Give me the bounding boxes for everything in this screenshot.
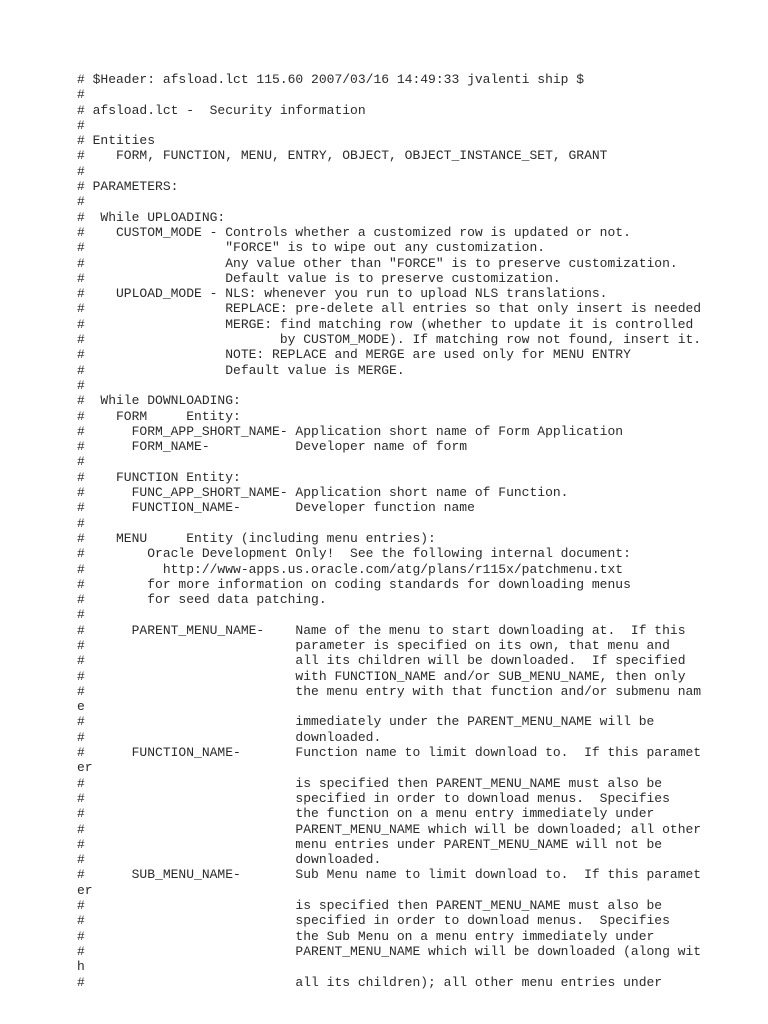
text-line: # [77,377,85,393]
text-line: # all its children); all other menu entries under [77,974,663,990]
text-line: # immediately under the PARENT_MENU_NAME will be [77,714,655,730]
text-line: # the Sub Menu on a menu entry immediately under [77,928,655,944]
text-line: # FORM, FUNCTION, MENU, ENTRY, OBJECT, OBJECT_INSTANCE_SET, GRANT [77,148,608,164]
text-line: # FORM_APP_SHORT_NAME- Application short name of Form Application [77,423,624,439]
text-line: # [77,163,85,179]
text-line: # Oracle Development Only! See the following internal document: [77,546,631,562]
text-line: # by CUSTOM_MODE). If matching row not found, insert it. [77,332,702,348]
text-line: # the function on a menu entry immediately under [77,806,655,822]
document-text [77,72,701,990]
text-line: # menu entries under PARENT_MENU_NAME will not be [77,836,663,852]
text-line: # is specified then PARENT_MENU_NAME must also be [77,898,663,914]
text-line: # Default value is MERGE. [77,362,405,378]
text-line: # with FUNCTION_NAME and/or SUB_MENU_NAME, then only [77,668,686,684]
text-line: er [77,882,93,898]
text-line: # FUNCTION_NAME- Developer function name [77,500,475,516]
text-line: # all its children will be downloaded. If specified [77,653,686,669]
text-line: # SUB_MENU_NAME- Sub Menu name to limit download to. If this paramet [77,867,702,883]
text-line: h [77,959,85,975]
text-line: # [77,87,85,103]
text-line: # downloaded. [77,852,382,868]
text-line: # for seed data patching. [77,592,327,608]
text-line: # FUNCTION_NAME- Function name to limit download to. If this paramet [77,745,702,761]
text-line: # While DOWNLOADING: [77,393,241,409]
text-line: # CUSTOM_MODE - Controls whether a customized row is updated or not. [77,224,631,240]
text-line: # PARENT_MENU_NAME- Name of the menu to start downloading at. If this [77,622,686,638]
text-line: # FORM_NAME- Developer name of form [77,439,468,455]
text-line: # the menu entry with that function and/or submenu nam [77,683,702,699]
text-line: # Any value other than "FORCE" is to preserve customization. [77,255,678,271]
text-line: # MERGE: find matching row (whether to update it is controlled [77,316,694,332]
text-line: # [77,194,85,210]
text-line: # FUNCTION Entity: [77,469,241,485]
text-line: # PARENT_MENU_NAME which will be downloaded; all other [77,821,702,837]
text-line: # PARAMETERS: [77,179,179,195]
text-line: # afsload.lct - Security information [77,102,366,118]
text-line: # is specified then PARENT_MENU_NAME must also be [77,775,663,791]
text-line: # for more information on coding standards for downloading menus [77,576,631,592]
text-line: # MENU Entity (including menu entries): [77,530,436,546]
text-line: # downloaded. [77,729,382,745]
text-line: # [77,607,85,623]
text-line: # parameter is specified on its own, that menu and [77,637,670,653]
text-line: # specified in order to download menus. Specifies [77,790,670,806]
text-line: # UPLOAD_MODE - NLS: whenever you run to upload NLS translations. [77,286,608,302]
text-line: er [77,760,93,776]
text-line: # FUNC_APP_SHORT_NAME- Application short name of Function. [77,485,569,501]
text-line: # NOTE: REPLACE and MERGE are used only for MENU ENTRY [77,347,631,363]
text-line: # PARENT_MENU_NAME which will be downloaded (along wit [77,943,702,959]
text-line: # [77,454,85,470]
text-line: # "FORCE" is to wipe out any customization. [77,240,546,256]
text-line: # Entities [77,133,156,149]
text-line: # http://www-apps.us.oracle.com/atg/plans/r115x/patchmenu.txt [77,561,624,577]
text-line: # $Header: afsload.lct 115.60 2007/03/16 14:49:33 jvalenti ship $ [77,72,585,87]
text-line: # REPLACE: pre-delete all entries so that only insert is needed [77,301,702,317]
text-line: # Default value is to preserve customization. [77,270,561,286]
text-line: # [77,117,85,133]
text-line: e [77,699,85,715]
text-line: # FORM Entity: [77,408,241,424]
text-line: # While UPLOADING: [77,209,226,225]
text-line: # specified in order to download menus. Specifies [77,913,670,929]
text-line: # [77,515,85,531]
